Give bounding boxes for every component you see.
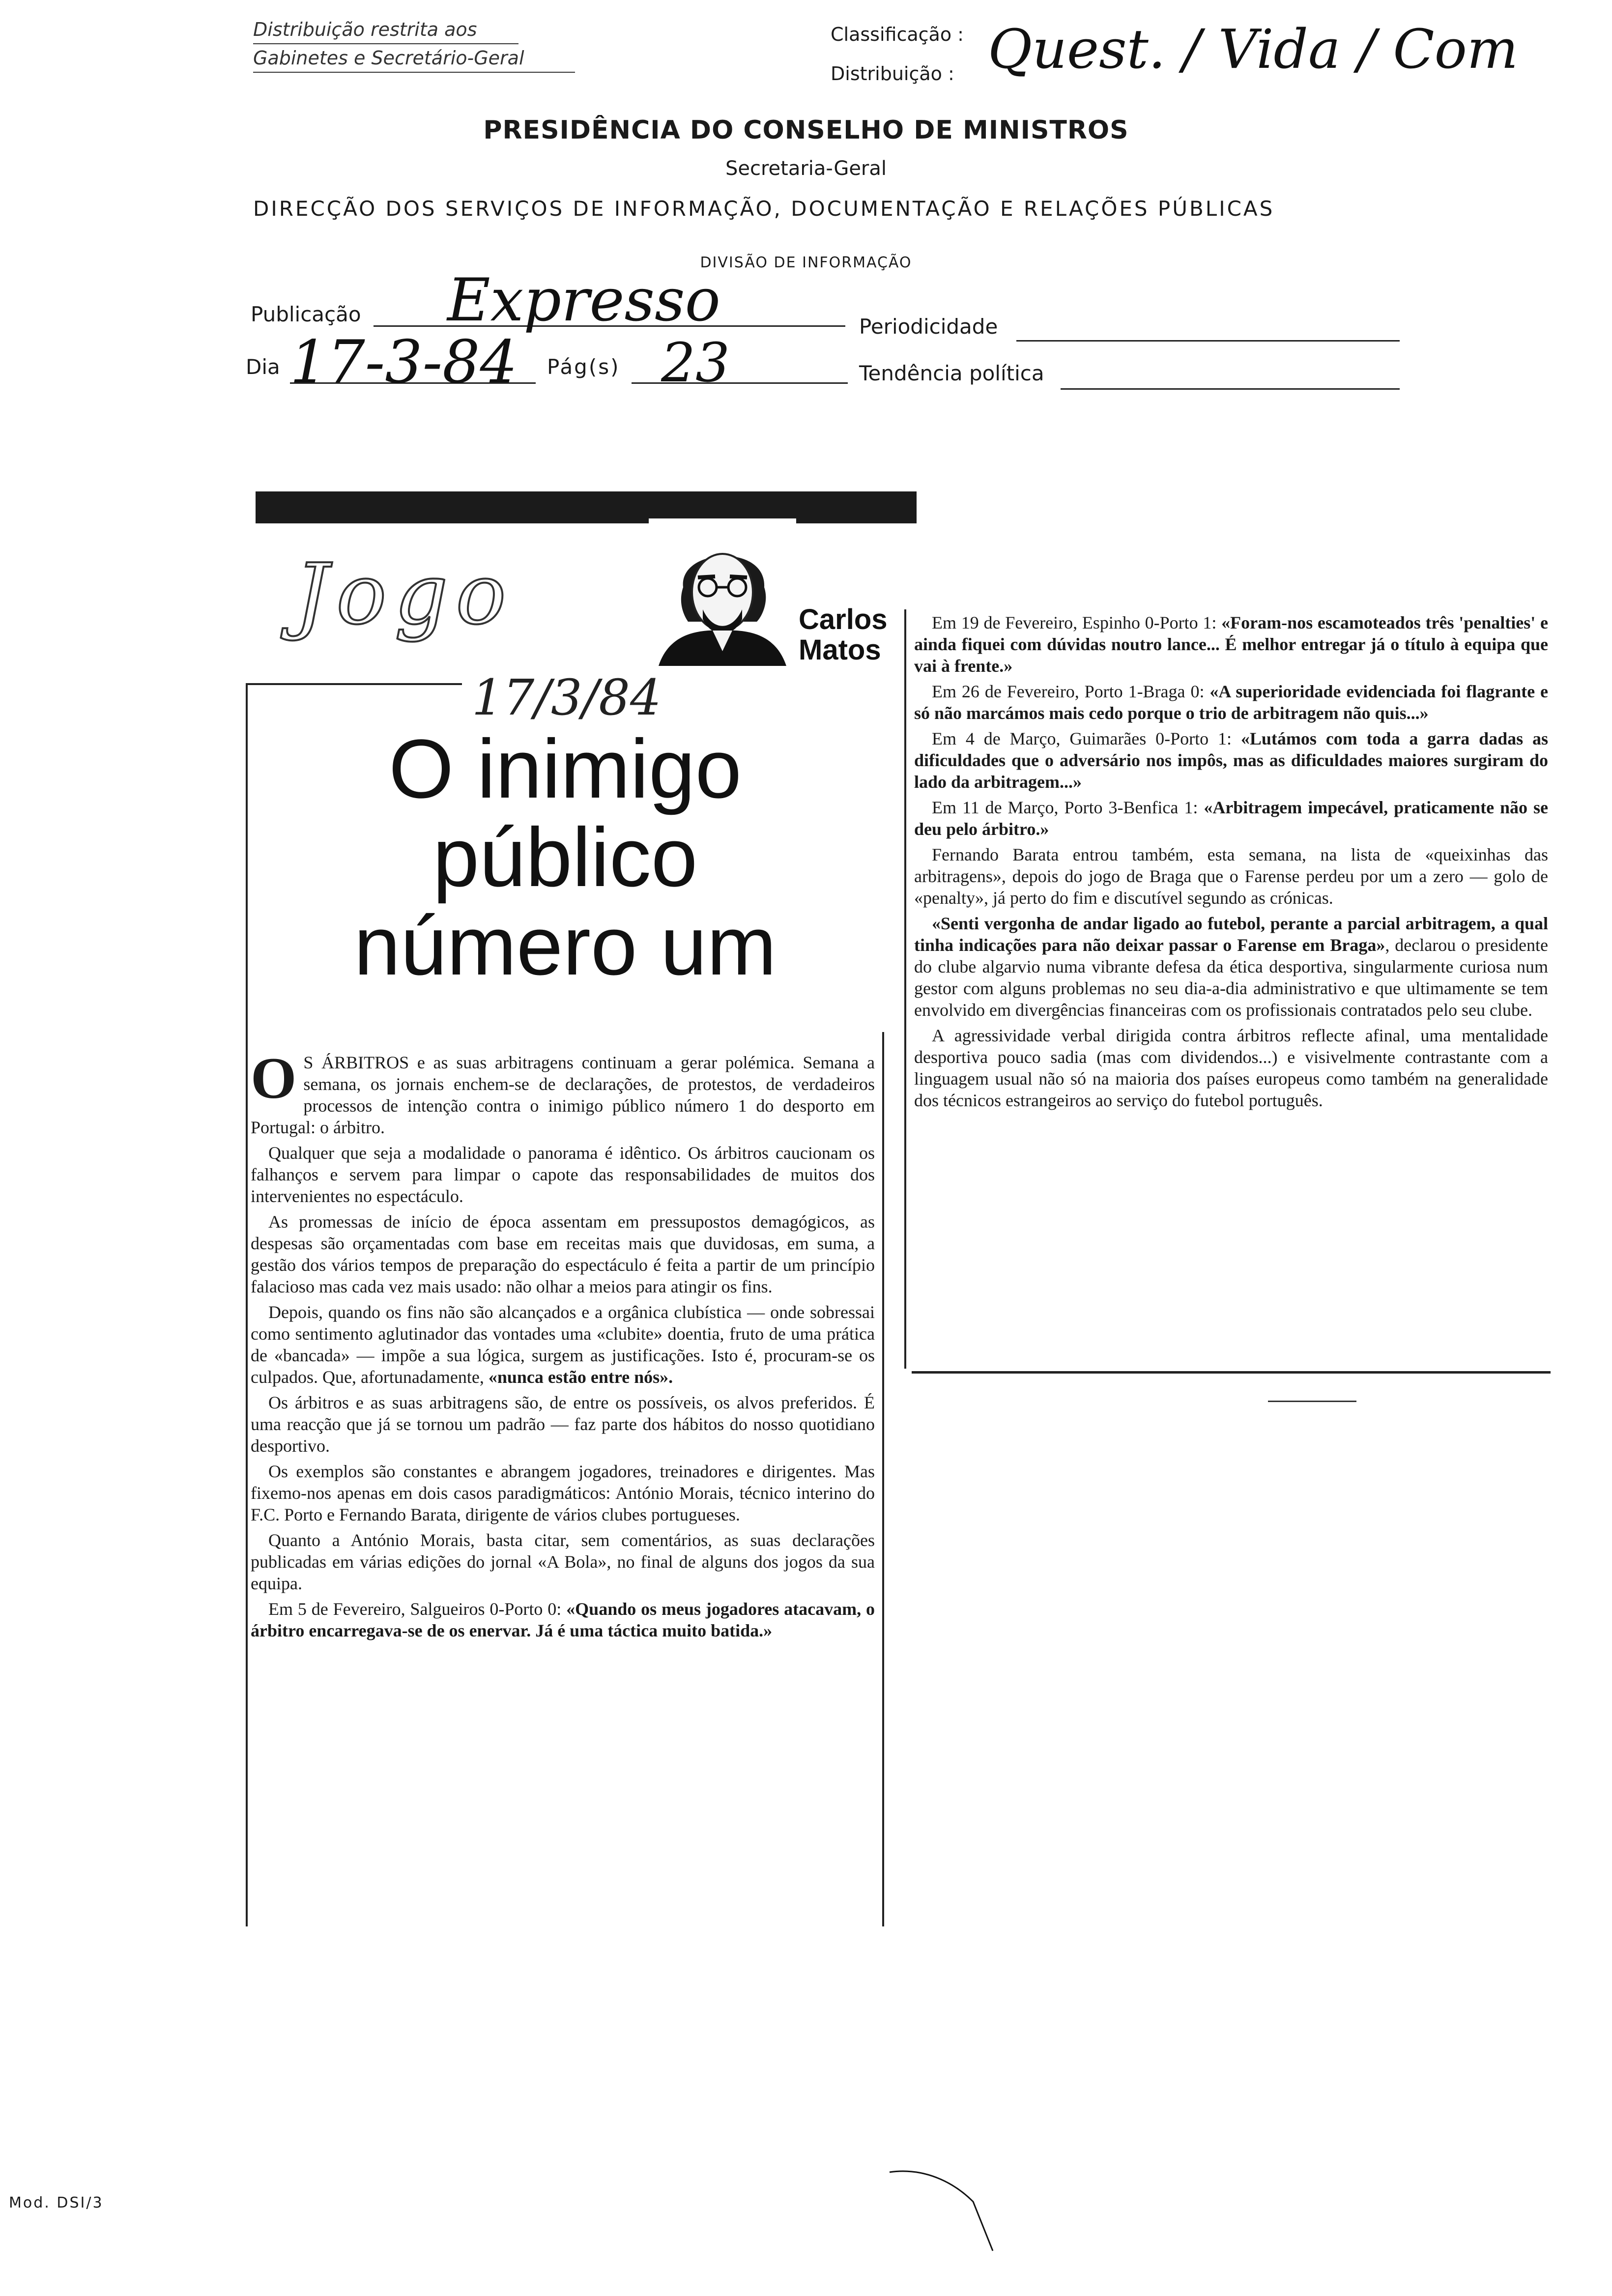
quote: «Foram-nos escamoteados três 'penalties' e ainda fiquei com dúvidas noutro lance... É melhor entregar já o título à equipa que vai à frente.» — [914, 613, 1548, 676]
distribution-note-line-1: Distribuição restrita aos — [253, 16, 518, 44]
paragraph — [914, 728, 1548, 793]
quote: «Arbitragem impecável, praticamente não se deu pelo árbitro.» — [914, 798, 1548, 839]
article-end-mark — [1268, 1401, 1356, 1402]
paragraph: Quanto a António Morais, basta citar, sem comentários, as suas declarações publicadas em várias edições do jornal «A Bola», no final de alguns dos jogos da sua equipa. — [251, 1530, 875, 1593]
section-banner — [256, 491, 917, 523]
label-political-tendency: Tendência política — [859, 361, 1044, 385]
author-first-name: Carlos — [799, 603, 888, 635]
author-last-name: Matos — [799, 634, 881, 666]
paragraph-text: Em 5 de Fevereiro, Salgueiros 0-Porto 0: — [268, 1599, 562, 1619]
periodicity-field — [1016, 310, 1400, 342]
right-column-rule — [904, 609, 906, 1369]
publication-field — [374, 266, 845, 335]
division-title: DIVISÃO DE INFORMAÇÃO — [700, 254, 912, 271]
paragraph — [914, 612, 1548, 677]
paragraph: Qualquer que seja a modalidade o panorama é idêntico. Os árbitros caucionam os falhanços e servem para limpar o capote das responsabilidades de muitos dos intervenientes no espectáculo. — [251, 1143, 875, 1206]
day-field — [290, 328, 536, 397]
paragraph: Fernando Barata entrou também, esta semana, na lista de «queixinhas das arbitragens», depois do jogo de Braga que o Farense perdeu por um a zero — golo de «penalty», já perto do fim e discutível segundo as crónicas. — [914, 845, 1548, 908]
quote: «Quando os meus jogadores atacavam, o árbitro encarregava-se de os enervar. Já é uma táctica muito batida.» — [251, 1599, 875, 1640]
headline-line-3: número um — [354, 899, 777, 993]
secretariat-title: Secretaria-Geral — [725, 157, 887, 180]
headline — [248, 722, 882, 993]
quote: «Lutámos com toda a garra dadas as dificuldades que o adversário nos impôs, mas as dificuldades maiores surgiram do lado da arbitragem...» — [914, 729, 1549, 792]
paragraph-text: Em 26 de Fevereiro, Porto 1-Braga 0: — [932, 682, 1205, 701]
label-periodicity: Periodicidade — [859, 315, 998, 339]
paragraph — [251, 1598, 875, 1641]
label-pages: Pág(s) — [547, 355, 620, 379]
distribution-note — [253, 16, 597, 73]
paragraph — [251, 1301, 875, 1388]
paragraph-text: e as suas arbitragens continuam a gerar polémica. Semana a semana, os jornais enchem-se de declarações, de protestos, de verdadeiros processos de intenção contra o inimigo público número 1 do desporto em Portugal: o árbitro. — [251, 1053, 875, 1137]
headline-line-1: O inimigo — [388, 722, 742, 816]
label-distribution: Distribuição : — [831, 63, 954, 85]
paragraph: Os árbitros e as suas arbitragens são, de entre os possíveis, os alvos preferidos. É uma reacção que já se tornou um padrão — faz parte dos hábitos do nosso quotidiano desportivo. — [251, 1393, 875, 1456]
publication-value: Expresso — [447, 266, 720, 335]
author-photo — [649, 518, 796, 666]
drop-cap: O — [251, 1045, 297, 1111]
quote: «nunca estão entre nós». — [488, 1367, 673, 1387]
article-column-rule — [882, 1032, 884, 1926]
lead-in: S ÁRBITROS — [303, 1053, 409, 1072]
paragraph-text: , declarou o presidente do clube algarvio numa vibrante defesa da ética desportiva, singularmente curiosa num gestor com alguns problemas no seu dia-a-dia administrativo e que ultimamente se tem envolvido em divergências financeiras com os profissionais contratados pelo seu clube. — [914, 935, 1548, 1020]
model-code: Mod. DSI/3 — [9, 2194, 104, 2211]
article-body-right — [914, 612, 1548, 1115]
label-publication: Publicação — [251, 302, 361, 326]
article-frame-left — [246, 683, 248, 1926]
paragraph: A agressividade verbal dirigida contra árbitros reflecte afinal, uma mentalidade desportiva pouco sadia (mas com dividendos...) e visivelmente contrastante com a linguagem usual não só na maioria dos países europeus como também na generalidade dos técnicos estrangeiros ao serviço do futebol português. — [914, 1026, 1548, 1110]
label-classification: Classificação : — [831, 24, 964, 45]
handwritten-classification: Quest. / Vida / Com — [988, 18, 1519, 81]
paragraph-text: Em 11 de Março, Porto 3-Benfica 1: — [932, 798, 1198, 817]
distribution-note-line-2: Gabinetes e Secretário-Geral — [253, 44, 575, 73]
article-body-left — [251, 1045, 875, 1645]
handwritten-date: 17/3/84 — [472, 669, 662, 726]
paragraph-text: Em 4 de Março, Guimarães 0-Porto 1: — [932, 729, 1232, 748]
quote: «A superioridade evidenciada foi flagrante e só não marcámos mais cedo porque o trio de arbitragem não quis...» — [914, 682, 1548, 723]
quote: «Senti vergonha de andar ligado ao futebol, perante a parcial arbitragem, a qual tinha indicações para não deixar passar o Farense em Braga» — [914, 914, 1548, 955]
day-value: 17-3-84 — [290, 328, 518, 397]
headline-line-2: público — [432, 811, 698, 904]
paragraph — [914, 797, 1548, 840]
paragraph — [914, 681, 1548, 724]
pen-stroke — [885, 2152, 1012, 2266]
paragraph: Os exemplos são constantes e abrangem jogadores, treinadores e dirigentes. Mas fixemo-nos apenas em dois casos paradigmáticos: António Morais, técnico interino do F.C. Porto e Fernando Barata, dirigente de vários clubes portugueses. — [251, 1462, 875, 1524]
paragraph-text: Em 19 de Fevereiro, Espinho 0-Porto 1: — [932, 613, 1217, 632]
section-label: Jogo — [295, 546, 514, 643]
paragraph: As promessas de início de época assentam em pressupostos demagógicos, as despesas são orçamentadas com base em receitas mais que duvidosas, em suma, a gestão dos vários tempos de preparação do espectáculo é feita a partir de um princípio falacioso mas cada vez mais usado: não olhar a meios para atingir os fins. — [251, 1212, 875, 1296]
paragraph — [914, 913, 1548, 1021]
paragraph-text: Depois, quando os fins não são alcançados e a orgânica clubística — onde sobressai como sentimento aglutinador das vontades uma «clubite» doentia, fruto de uma prática de «bancada» — impõe a sua lógica, surgem as justificações. Isto é, procuram-se os culpados. Que, afortunadamente, — [251, 1302, 875, 1387]
paragraph — [251, 1045, 875, 1138]
label-day: Dia — [246, 355, 280, 379]
article-end-rule — [912, 1371, 1551, 1374]
pages-value: 23 — [661, 331, 730, 394]
article-frame-top — [246, 683, 462, 685]
institution-title: PRESIDÊNCIA DO CONSELHO DE MINISTROS — [483, 115, 1129, 145]
pages-field — [632, 331, 848, 394]
political-tendency-field — [1061, 358, 1400, 390]
directorate-title: DIRECÇÃO DOS SERVIÇOS DE INFORMAÇÃO, DOCUMENTAÇÃO E RELAÇÕES PÚBLICAS — [253, 197, 1275, 221]
